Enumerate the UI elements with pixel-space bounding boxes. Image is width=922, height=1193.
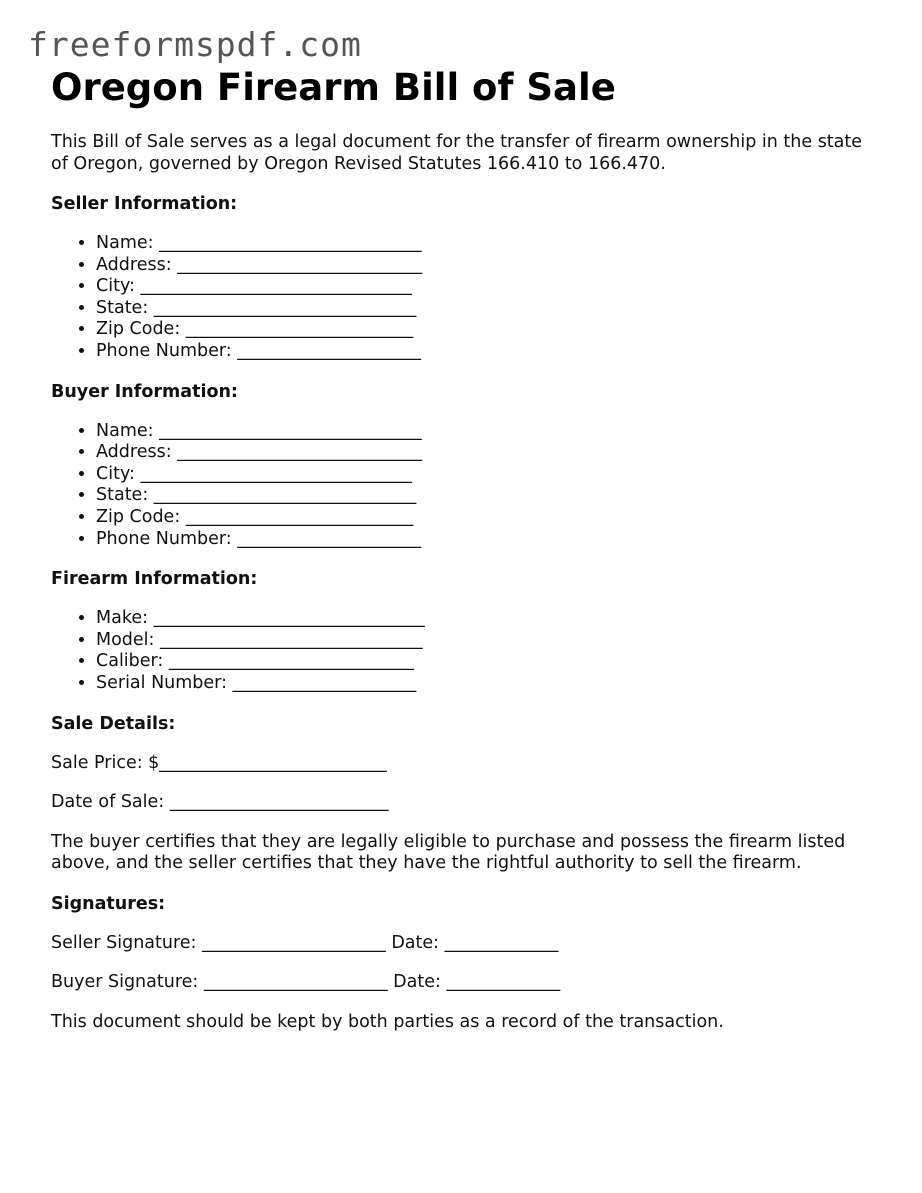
sale-date-field: Date of Sale: _________________________ [51,792,389,812]
buyer-signature-line: Buyer Signature: _____________________ Date: _____________ [51,972,561,992]
firearm-make-field: • Make: _______________________________ [96,608,881,630]
firearm-model-field: • Model: ______________________________ [96,630,881,652]
buyer-address-field: • Address: ____________________________ [96,442,881,464]
buyer-phone-field: • Phone Number: _____________________ [96,529,881,551]
seller-signature-line: Seller Signature: _____________________ Date: _____________ [51,932,559,953]
buyer-city-field: • City: _______________________________ [96,464,881,486]
buyer-name-field: • Name: ______________________________ [96,421,881,443]
sale-price-field: Sale Price: $__________________________ [51,752,387,773]
sale-heading: Sale Details: [51,713,176,734]
seller-phone-field: • Phone Number: _____________________ [96,341,881,363]
intro-paragraph: This Bill of Sale serves as a legal document for the transfer of firearm ownership in the state of Oregon, governed by Oregon Revised Statutes 166.410 to 166.470. [51,132,863,174]
seller-heading: Seller Information: [51,194,238,214]
firearm-heading: Firearm Information: [51,569,258,590]
seller-list [51,233,881,363]
watermark: freeformspdf.com [28,25,362,64]
seller-state-field: • State: ______________________________ [96,298,881,320]
firearm-list [51,608,881,694]
firearm-caliber-field: • Caliber: ____________________________ [96,651,881,673]
seller-city-field: • City: _______________________________ [96,276,881,298]
closing-note: This document should be kept by both parties as a record of the transaction. [51,1011,724,1032]
buyer-zip-field: • Zip Code: __________________________ [96,507,881,529]
certification-paragraph: The buyer certifies that they are legally eligible to purchase and possess the firearm listed above, and the seller certifies that they have the rightful authority to sell the firearm. [51,831,846,873]
buyer-state-field: • State: ______________________________ [96,485,881,507]
document-title: Oregon Firearm Bill of Sale [51,66,616,109]
signatures-heading: Signatures: [51,893,166,914]
buyer-heading: Buyer Information: [51,381,238,402]
document-body [51,66,881,1033]
seller-name-field: • Name: ______________________________ [96,233,881,255]
firearm-serial-field: • Serial Number: _____________________ [96,673,881,695]
buyer-list [51,421,881,551]
seller-zip-field: • Zip Code: __________________________ [96,319,881,341]
seller-address-field: • Address: ____________________________ [96,255,881,277]
